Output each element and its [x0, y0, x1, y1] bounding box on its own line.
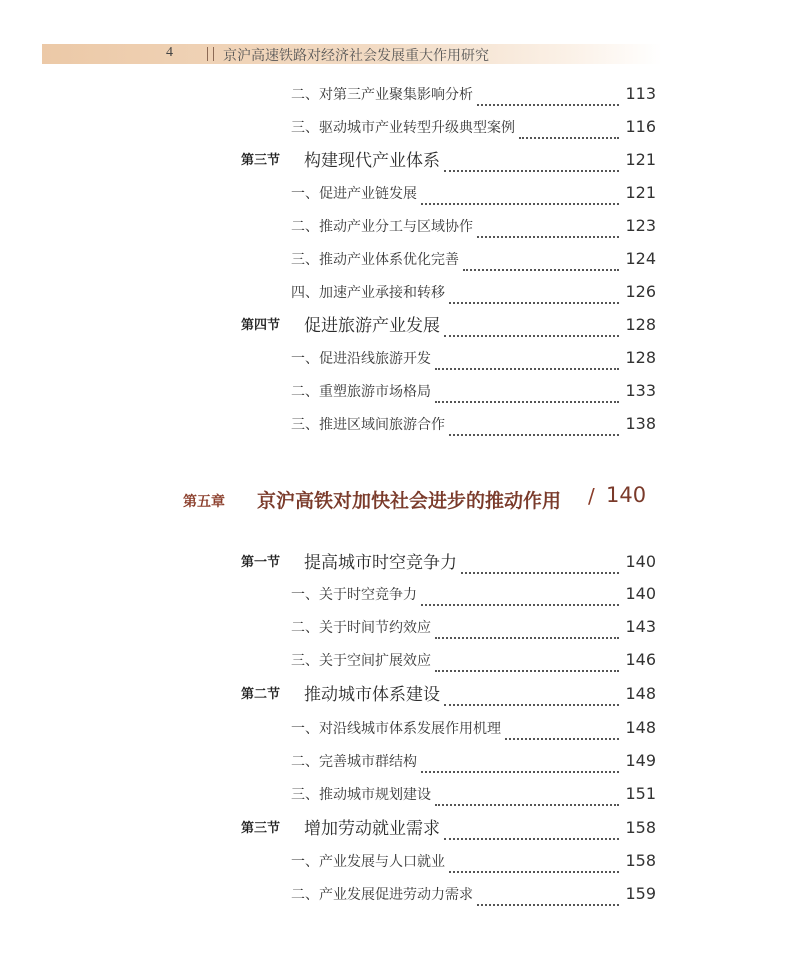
dot-leader — [477, 884, 619, 906]
header-separator — [207, 47, 214, 61]
page-ref: 121 — [625, 183, 656, 202]
section-label: 第三节 — [241, 821, 281, 836]
page-ref: 146 — [625, 650, 656, 669]
page-ref: 148 — [625, 718, 656, 737]
toc-item — [291, 649, 656, 673]
dot-leader — [435, 617, 619, 639]
section-title: 推动城市体系建设 — [304, 685, 440, 705]
running-header — [42, 44, 662, 64]
section-title: 增加劳动就业需求 — [304, 819, 440, 839]
toc-section — [241, 551, 656, 575]
page-ref: 151 — [625, 784, 656, 803]
page-ref: 133 — [625, 381, 656, 400]
dot-leader — [421, 183, 619, 205]
dot-leader — [449, 282, 619, 304]
toc-item — [291, 783, 656, 807]
dot-leader — [449, 414, 619, 436]
chapter-page-number: 140 — [606, 483, 647, 507]
dot-leader — [444, 818, 619, 840]
item-title: 一、对沿线城市体系发展作用机理 — [291, 721, 501, 737]
dot-leader — [444, 684, 619, 706]
page-ref: 138 — [625, 414, 656, 433]
toc-section — [241, 683, 656, 707]
page-ref: 116 — [625, 117, 656, 136]
section-label: 第三节 — [241, 153, 281, 168]
item-title: 一、关于时空竞争力 — [291, 587, 417, 603]
dot-leader — [505, 718, 619, 740]
book-title: 京沪高速铁路对经济社会发展重大作用研究 — [223, 48, 489, 64]
page-ref: 123 — [625, 216, 656, 235]
item-title: 三、推进区域间旅游合作 — [291, 417, 445, 433]
item-title: 二、关于时间节约效应 — [291, 620, 431, 636]
page-ref: 128 — [625, 348, 656, 367]
toc-item — [291, 83, 656, 107]
chapter-slash: / — [588, 484, 595, 508]
toc-section — [241, 817, 656, 841]
item-title: 二、推动产业分工与区域协作 — [291, 219, 473, 235]
toc-item — [291, 883, 656, 907]
toc-section — [241, 314, 656, 338]
page-ref: 149 — [625, 751, 656, 770]
toc-item — [291, 750, 656, 774]
dot-leader — [421, 751, 619, 773]
toc-item — [291, 281, 656, 305]
section-label: 第四节 — [241, 318, 281, 333]
toc-item — [291, 413, 656, 437]
page-ref: 121 — [625, 150, 656, 169]
dot-leader — [435, 348, 619, 370]
item-title: 一、促进沿线旅游开发 — [291, 351, 431, 367]
dot-leader — [435, 381, 619, 403]
toc-item — [291, 248, 656, 272]
page-ref: 113 — [625, 84, 656, 103]
dot-leader — [435, 784, 619, 806]
section-title: 促进旅游产业发展 — [304, 316, 440, 336]
page-ref: 126 — [625, 282, 656, 301]
page-ref: 128 — [625, 315, 656, 334]
item-title: 一、产业发展与人口就业 — [291, 854, 445, 870]
item-title: 二、对第三产业聚集影响分析 — [291, 87, 473, 103]
dot-leader — [519, 117, 619, 139]
toc-item — [291, 616, 656, 640]
dot-leader — [463, 249, 619, 271]
toc-item — [291, 583, 656, 607]
page-ref: 159 — [625, 884, 656, 903]
item-title: 一、促进产业链发展 — [291, 186, 417, 202]
dot-leader — [461, 552, 619, 574]
toc-item — [291, 717, 656, 741]
page-ref: 148 — [625, 684, 656, 703]
dot-leader — [421, 584, 619, 606]
dot-leader — [444, 150, 619, 172]
item-title: 二、完善城市群结构 — [291, 754, 417, 770]
item-title: 二、重塑旅游市场格局 — [291, 384, 431, 400]
item-title: 四、加速产业承接和转移 — [291, 285, 445, 301]
item-title: 二、产业发展促进劳动力需求 — [291, 887, 473, 903]
page-ref: 158 — [625, 818, 656, 837]
toc-item — [291, 182, 656, 206]
item-title: 三、关于空间扩展效应 — [291, 653, 431, 669]
toc-item — [291, 116, 656, 140]
toc-item — [291, 380, 656, 404]
page-ref: 124 — [625, 249, 656, 268]
page-ref: 158 — [625, 851, 656, 870]
section-label: 第一节 — [241, 555, 281, 570]
item-title: 三、驱动城市产业转型升级典型案例 — [291, 120, 515, 136]
page-ref: 143 — [625, 617, 656, 636]
section-label: 第二节 — [241, 687, 281, 702]
toc-item — [291, 850, 656, 874]
section-title: 构建现代产业体系 — [304, 151, 440, 171]
toc-item — [291, 215, 656, 239]
chapter-label: 第五章 — [183, 494, 225, 510]
section-title: 提高城市时空竞争力 — [304, 553, 457, 573]
chapter-title: 京沪高铁对加快社会进步的推动作用 — [257, 490, 562, 512]
page-number: 4 — [166, 45, 173, 60]
dot-leader — [435, 650, 619, 672]
dot-leader — [444, 315, 619, 337]
item-title: 三、推动产业体系优化完善 — [291, 252, 459, 268]
dot-leader — [477, 84, 619, 106]
item-title: 三、推动城市规划建设 — [291, 787, 431, 803]
page-ref: 140 — [625, 552, 656, 571]
toc-item — [291, 347, 656, 371]
page-ref: 140 — [625, 584, 656, 603]
toc-section — [241, 149, 656, 173]
dot-leader — [449, 851, 619, 873]
dot-leader — [477, 216, 619, 238]
